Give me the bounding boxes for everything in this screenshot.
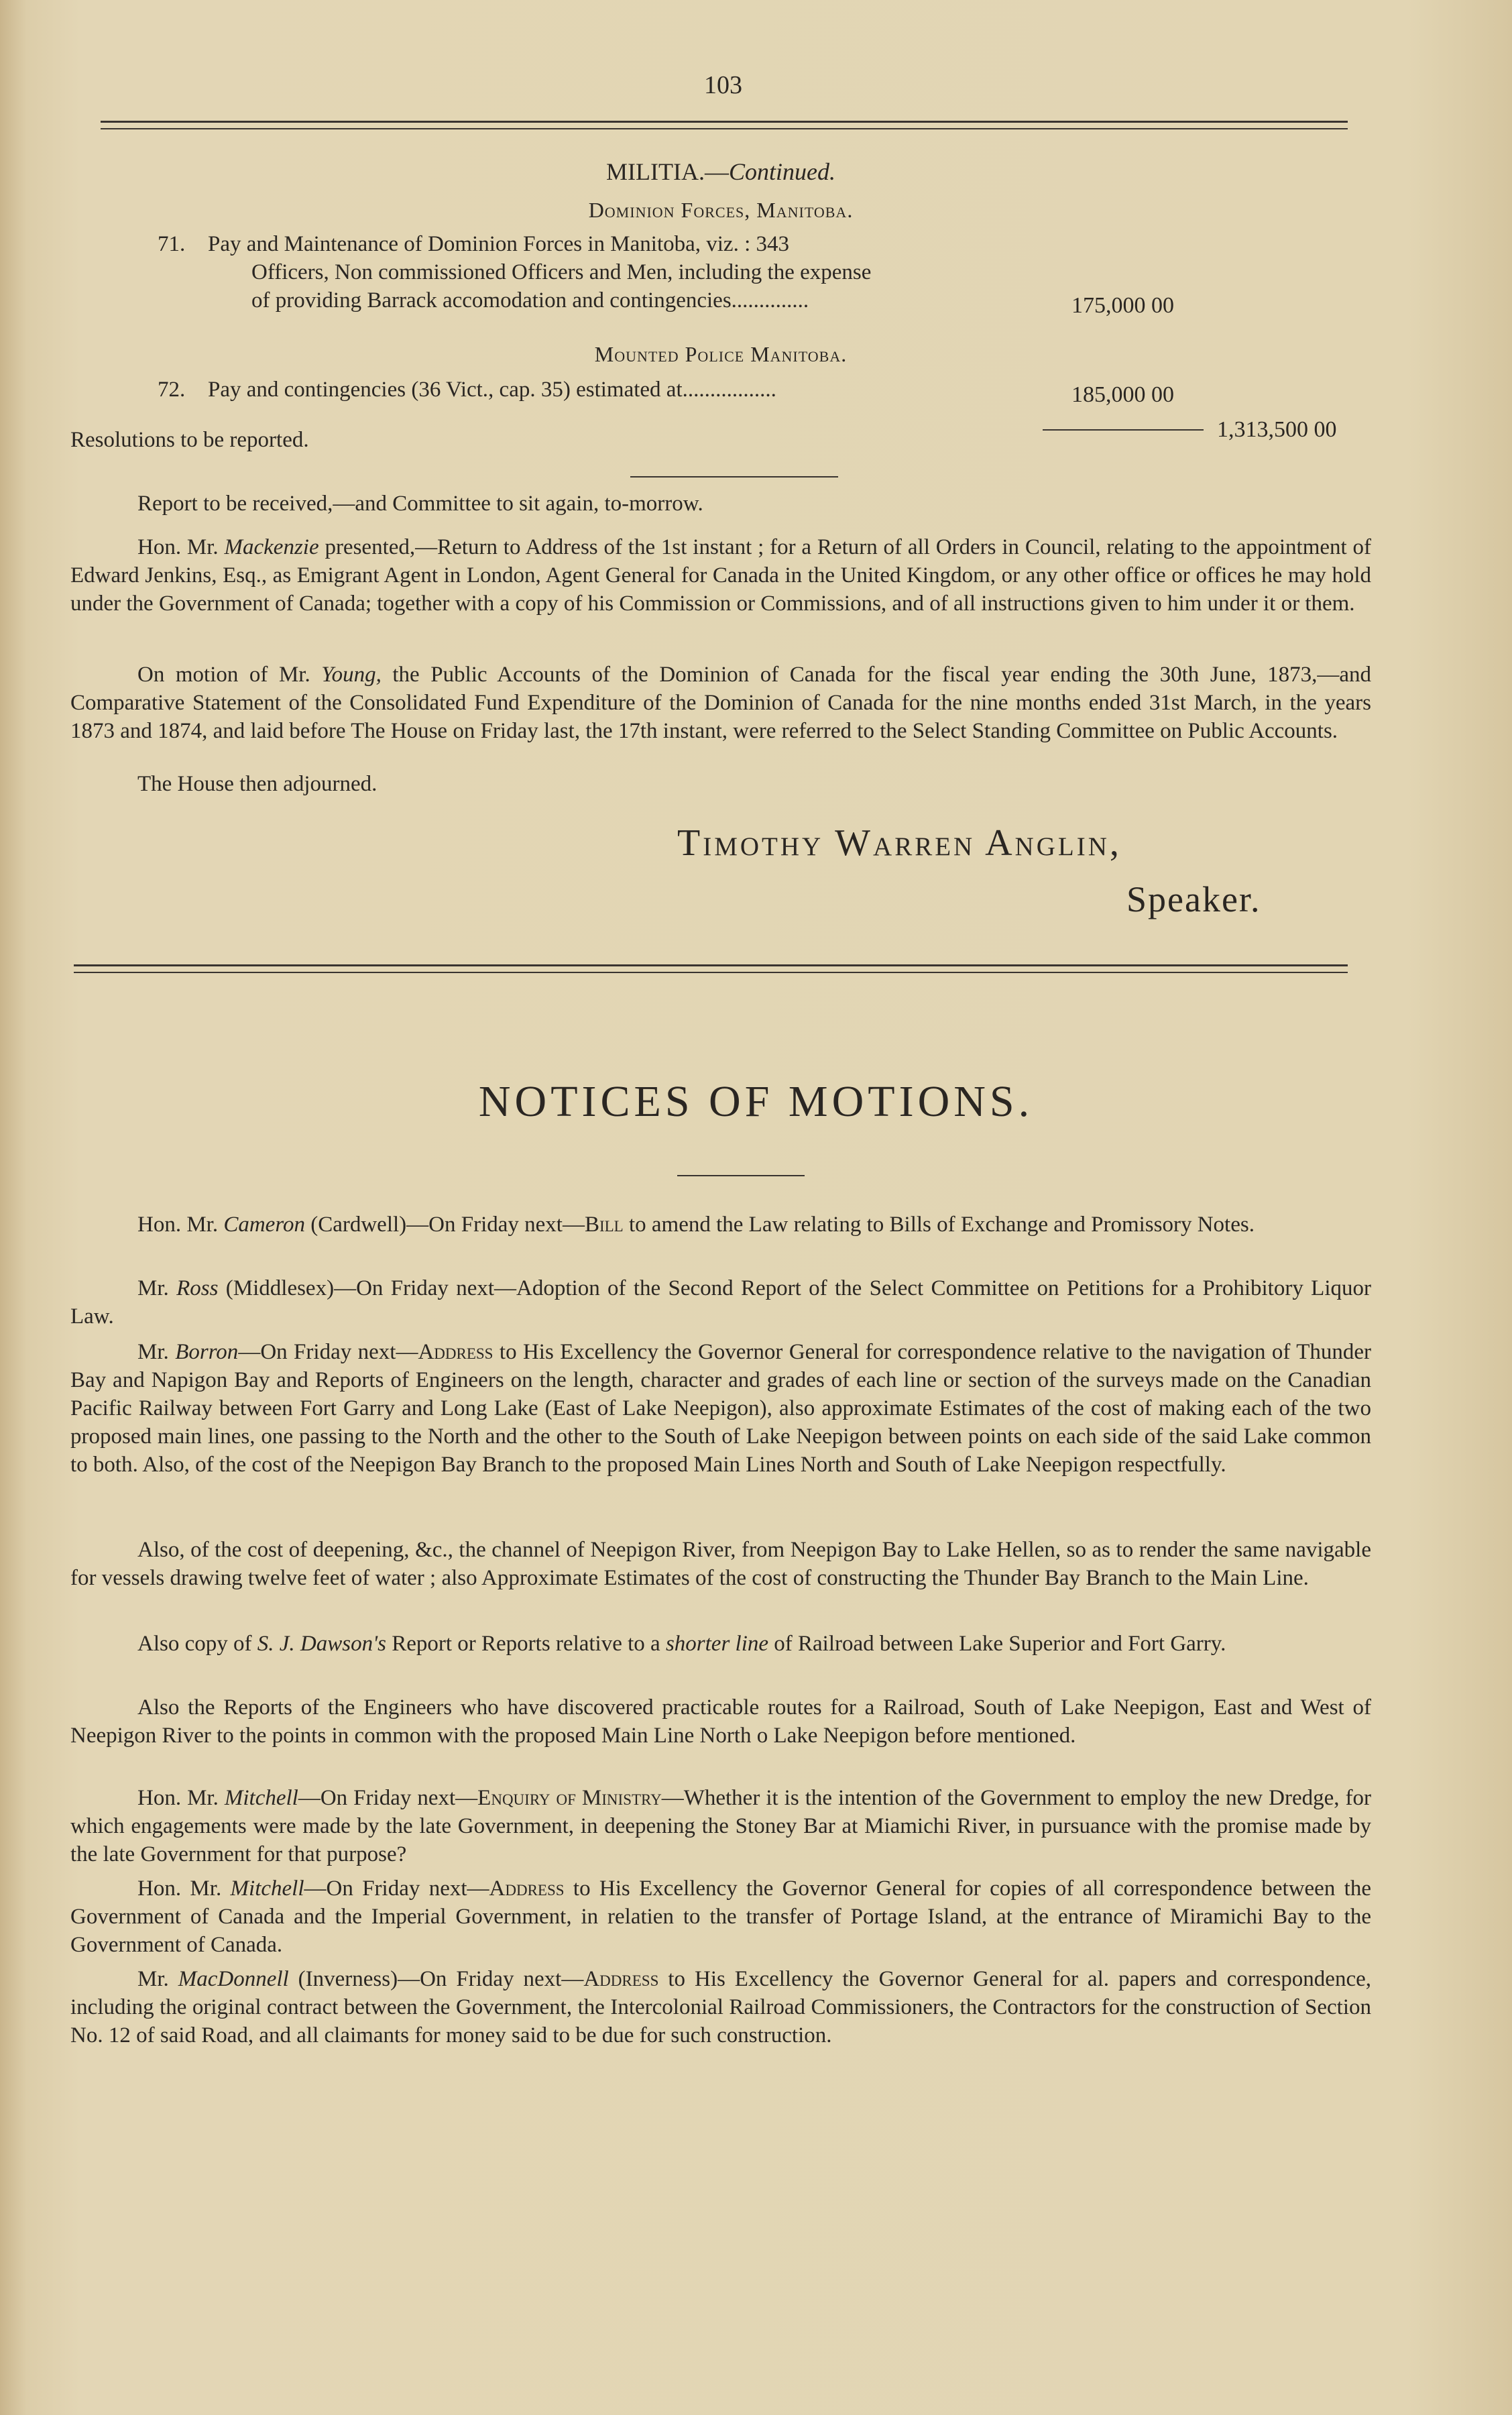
n8-member-name: Mitchell	[230, 1876, 304, 1901]
resolutions-line: Resolutions to be reported.	[70, 428, 309, 452]
item-71-amount: 175,000 00	[1071, 293, 1174, 318]
n5-body: of Railroad between Lake Superior and Fort Garry.	[768, 1632, 1226, 1656]
n1-mid: (Cardwell)—On Friday next—	[304, 1213, 585, 1237]
mid-double-rule	[74, 964, 1348, 973]
speaker-title: Speaker.	[1126, 879, 1261, 919]
notices-title-rule	[677, 1175, 805, 1176]
n7-body: —Whether it is the intention of the Government to employ the new Dredge, for which engagements were made by the late Government, in deepening the Stoney Bar at Miamichi River, in pursuance with the promise made by the late Government for that purpose?	[70, 1786, 1371, 1866]
n9-body: to His Excellency the Governor General for al. papers and correspondence, including the original contract between the Government, the Intercolonial Railroad Commissioners, the Contractors for the construction of Section No. 12 of said Road, and all claimants for money said to be due for such construction.	[70, 1967, 1371, 2047]
section-divider-1	[630, 476, 838, 478]
n5-emphasis: shorter line	[665, 1632, 769, 1656]
notice-cameron	[70, 1211, 1371, 1239]
n2-body: (Middlesex)—On Friday next—Adoption of the Second Report of the Select Committee on Petitions for a Prohibitory Liquor Law.	[70, 1276, 1371, 1329]
n3-prefix: Mr.	[137, 1340, 176, 1364]
item-71-line3: of providing Barrack accomodation and contingencies..............	[251, 288, 809, 313]
notices-title: NOTICES OF MOTIONS.	[478, 1077, 1034, 1126]
n9-member-name: MacDonnell	[178, 1967, 289, 1991]
p2-member-name: Young,	[321, 663, 382, 687]
n7-keyword: Enquiry of Ministry	[477, 1786, 662, 1810]
p2-prefix: On motion of Mr.	[137, 663, 322, 687]
n7-prefix: Hon. Mr.	[137, 1786, 225, 1810]
militia-heading-main: MILITIA.—	[606, 158, 729, 185]
item-71-line1: Pay and Maintenance of Dominion Forces in Manitoba, viz. : 343	[208, 232, 789, 256]
p2-body: the Public Accounts of the Dominion of Canada for the fiscal year ending the 30th June, 1873,—and Comparative Statement of the Consolidated Fund Expenditure of the Dominion of Canada for the nine months ended 31st March, in the years 1873 and 1874, and laid before The House on Friday last, the 17th instant, were referred to the Select Standing Committee on Public Accounts.	[70, 663, 1371, 743]
notice-engineer-reports	[70, 1693, 1371, 1750]
speaker-name: Timothy Warren Anglin,	[677, 822, 1122, 864]
n8-mid: —On Friday next—	[304, 1876, 489, 1901]
n3-member-name: Borron	[175, 1340, 239, 1364]
p1-body: presented,—Return to Address of the 1st instant ; for a Return of all Orders in Council, relating to the appointment of Edward Jenkins, Esq., as Emigrant Agent in London, Agent General for Canada in the United Kingdom, or any other office or offices he may hold under the Government of Canada; together with a copy of his Commission or Commissions, and of all instructions given to him under it or them.	[70, 535, 1371, 616]
page-number: 103	[704, 71, 742, 99]
n3-body: to His Excellency the Governor General for correspondence relative to the navigation of Thunder Bay and Napigon Bay and Reports of Engineers on the length, character and grades of each line or section of the surveys made on the Canadian Pacific Railway between Fort Garry and Long Lake (East of Lake Neepigon), also approximate Estimates of the cost of making each of the two proposed main lines, one passing to the North and the other to the South of Lake Neepigon between points on each side of the said Lake common to both. Also, of the cost of the Neepigon Bay Branch to the proposed Main Lines North and South of Lake Neepigon respectfully.	[70, 1340, 1371, 1477]
militia-heading-continued: Continued.	[728, 158, 835, 185]
n5-prefix: Also copy of	[137, 1632, 257, 1656]
top-double-rule	[101, 121, 1348, 129]
paragraph-young	[70, 661, 1371, 745]
total-amount: 1,313,500 00	[1217, 417, 1337, 442]
n4-body: Also, of the cost of deepening, &c., the channel of Neepigon River, from Neepigon Bay to Lake Hellen, so as to render the same navigable for vessels drawing twelve feet of water ; also Approximate Estimates of the cost of constructing the Thunder Bay Branch to the Main Line.	[70, 1538, 1371, 1590]
sum-rule	[1043, 429, 1204, 431]
report-line	[70, 490, 1371, 518]
n8-body: to His Excellency the Governor General for copies of all correspondence between the Government of Canada and the Imperial Government, in relatien to the transfer of Portage Island, at the entrance of Miramichi Bay to the Government of Canada.	[70, 1876, 1371, 1957]
n3-mid: —On Friday next—	[238, 1340, 418, 1364]
notice-borron	[70, 1338, 1371, 1479]
notice-dawson-report	[70, 1630, 1371, 1658]
n9-mid: (Inverness)—On Friday next—	[288, 1967, 584, 1991]
subheading-mounted-police: Mounted Police Manitoba.	[594, 342, 848, 366]
item-72-number: 72.	[158, 378, 186, 402]
n5-mid: Report or Reports relative to a	[386, 1632, 666, 1656]
n2-member-name: Ross	[176, 1276, 219, 1300]
report-text: Report to be received,—and Committee to sit again, to-morrow.	[137, 492, 703, 516]
item-71-line2: Officers, Non commissioned Officers and Men, including the expense	[251, 260, 872, 284]
n8-prefix: Hon. Mr.	[137, 1876, 231, 1901]
n1-prefix: Hon. Mr.	[137, 1213, 224, 1237]
item-72-amount: 185,000 00	[1071, 382, 1174, 407]
n1-keyword: Bill	[584, 1213, 624, 1237]
notice-macdonnell	[70, 1965, 1371, 2049]
n7-member-name: Mitchell	[224, 1786, 298, 1810]
subheading-dominion-forces: Dominion Forces, Manitoba.	[588, 198, 854, 222]
n6-body: Also the Reports of the Engineers who have discovered practicable routes for a Railroad, South of Lake Neepigon, East and West of Neepigon River to the points in common with the proposed Main Line North o Lake Neepigon before mentioned.	[70, 1695, 1371, 1748]
n1-body: to amend the Law relating to Bills of Exchange and Promissory Notes.	[623, 1213, 1255, 1237]
p1-prefix: Hon. Mr.	[137, 535, 225, 559]
n9-prefix: Mr.	[137, 1967, 178, 1991]
adjourned-text: The House then adjourned.	[137, 772, 377, 796]
n1-member-name: Cameron	[223, 1213, 305, 1237]
n5-person-name: S. J. Dawson's	[257, 1632, 386, 1656]
notice-mitchell-dredge	[70, 1784, 1371, 1868]
notice-mitchell-portage	[70, 1874, 1371, 1959]
section-heading-militia	[70, 158, 1371, 186]
n8-keyword: Address	[489, 1876, 565, 1901]
adjourned-line	[70, 770, 1371, 798]
n3-keyword: Address	[418, 1340, 493, 1364]
p1-member-name: Mackenzie	[224, 535, 319, 559]
notice-ross	[70, 1274, 1371, 1331]
notice-neepigon-river	[70, 1536, 1371, 1592]
n2-prefix: Mr.	[137, 1276, 177, 1300]
n9-keyword: Address	[583, 1967, 659, 1991]
paragraph-mackenzie	[70, 533, 1371, 618]
n7-mid: —On Friday next—	[298, 1786, 478, 1810]
item-71-number: 71.	[158, 232, 186, 256]
item-72-text: Pay and contingencies (36 Vict., cap. 35) estimated at.................	[208, 378, 776, 402]
